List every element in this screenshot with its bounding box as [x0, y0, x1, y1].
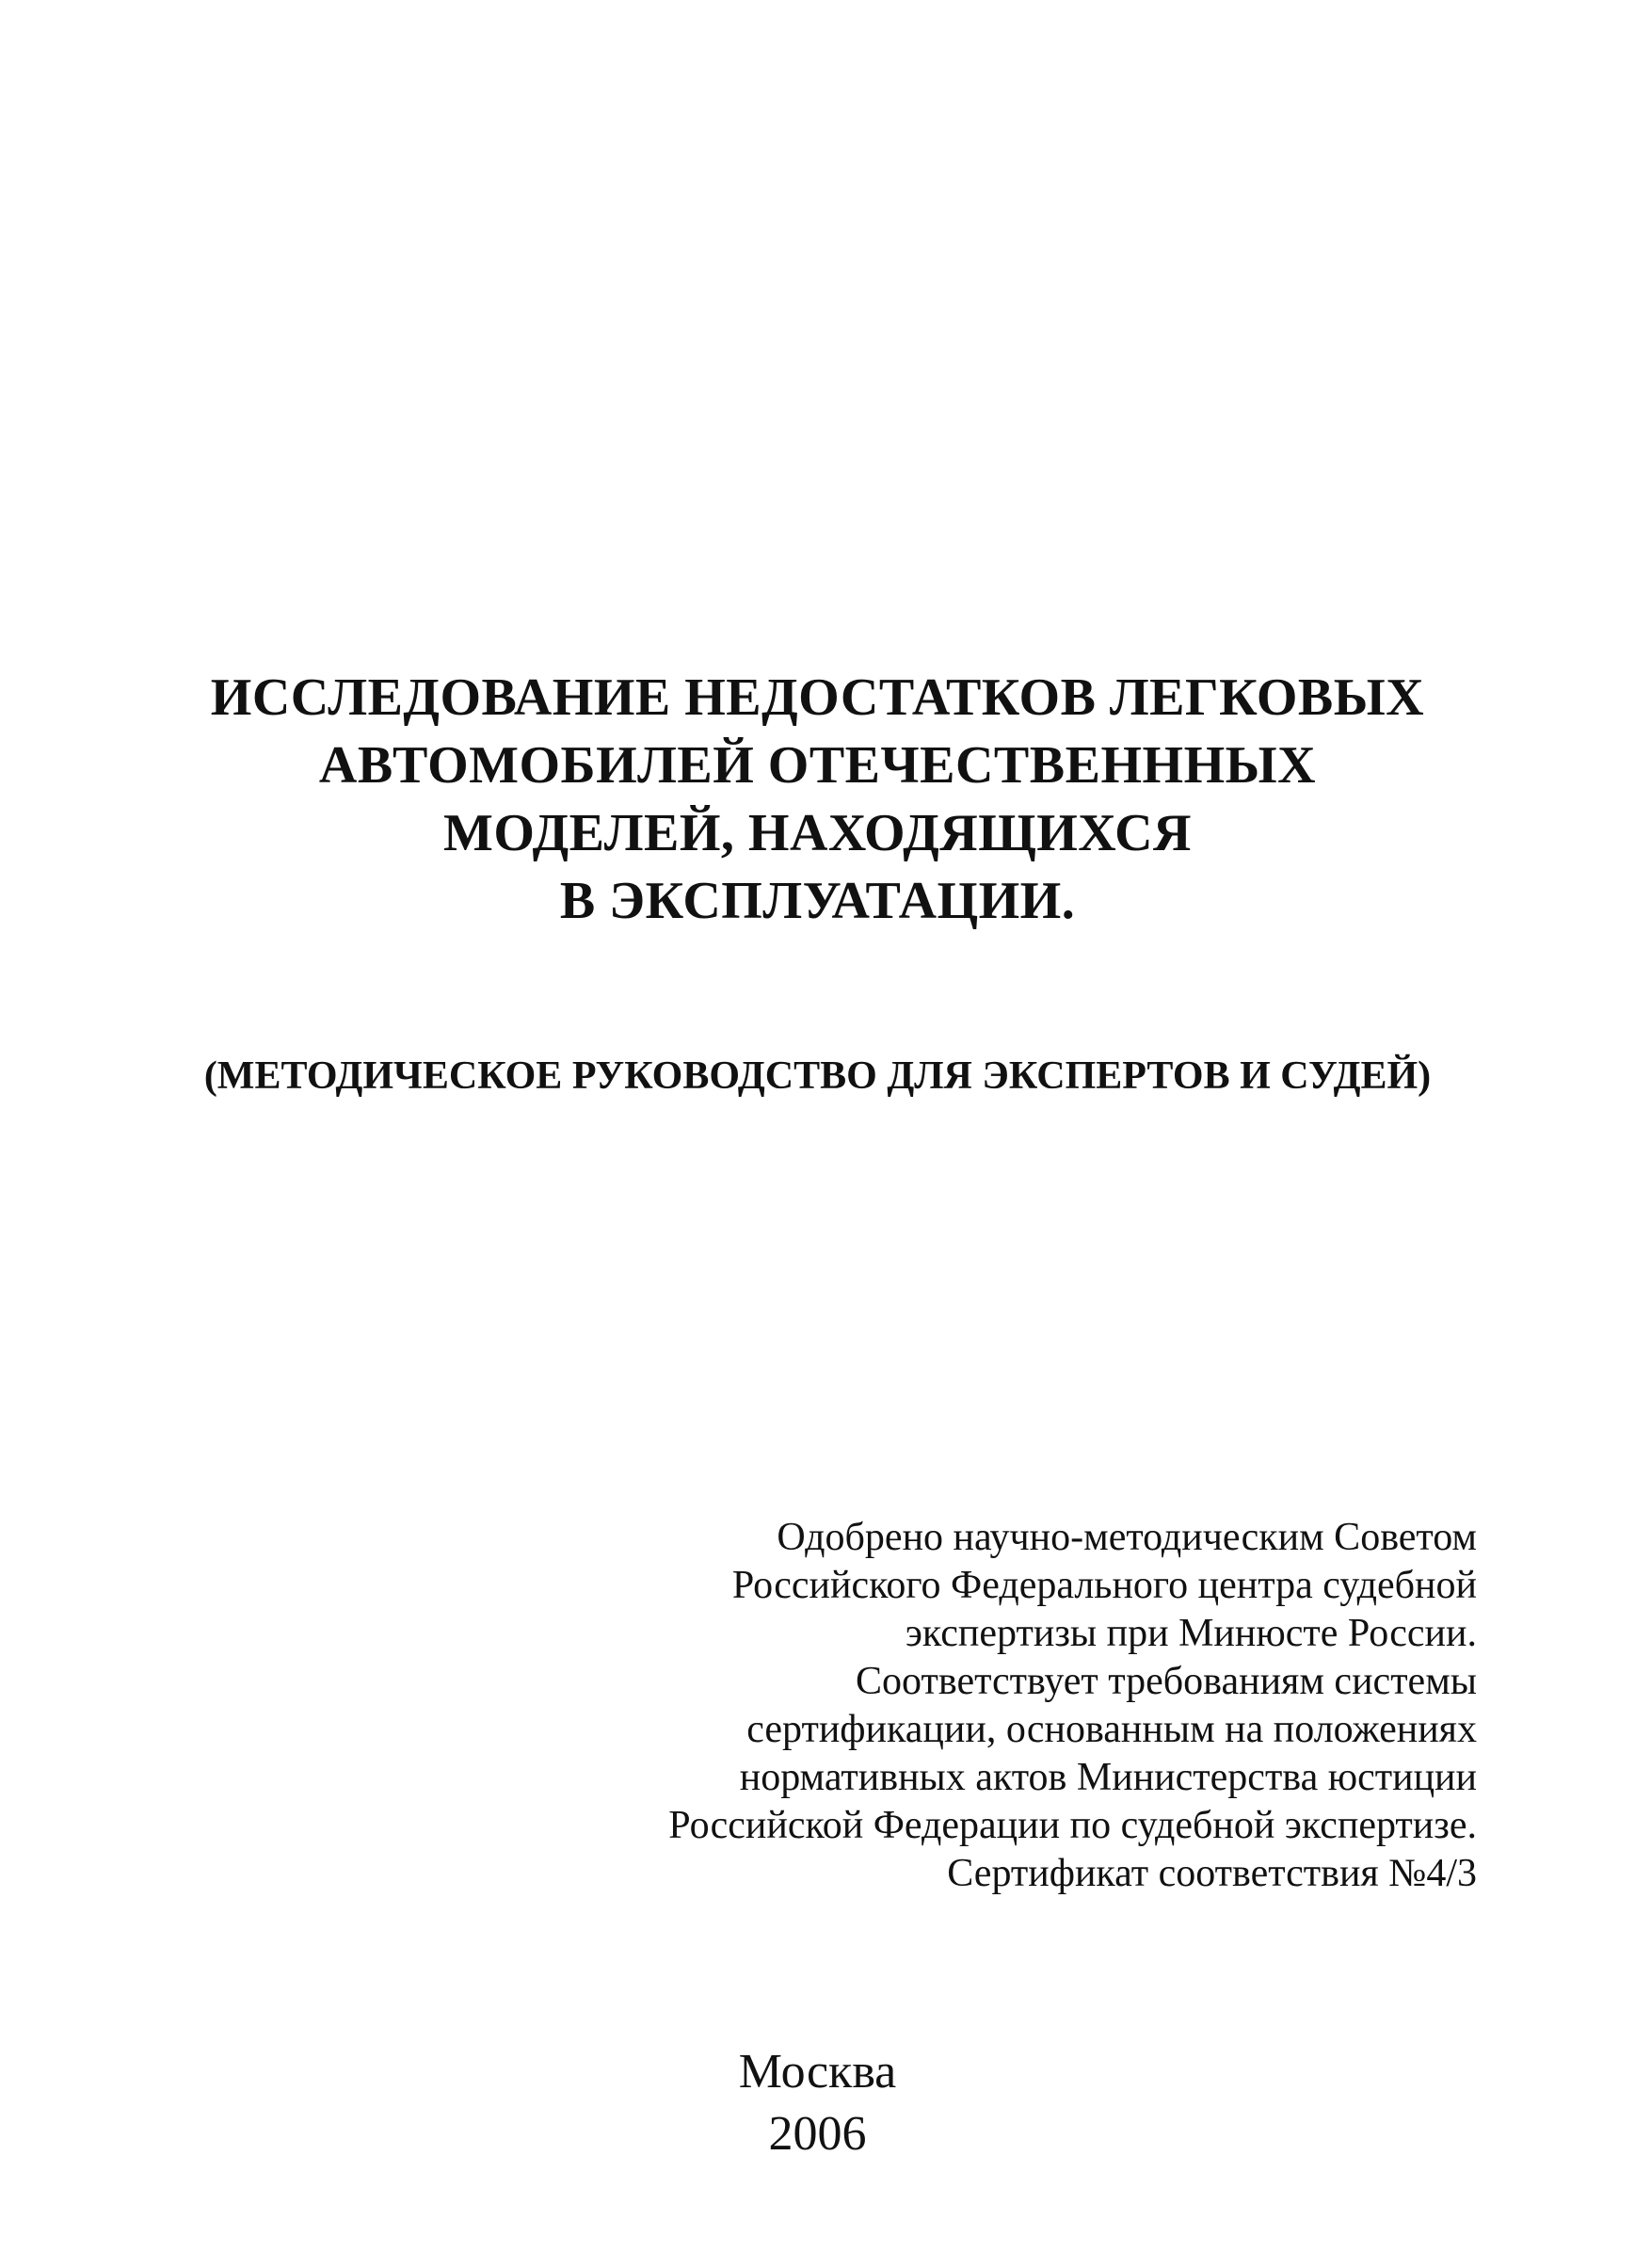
- title-line: ИССЛЕДОВАНИЕ НЕДОСТАТКОВ ЛЕГКОВЫХ: [210, 668, 1425, 727]
- title-line: МОДЕЛЕЙ, НАХОДЯЩИХСЯ: [443, 804, 1192, 862]
- title-line: В ЭКСПЛУАТАЦИИ.: [559, 872, 1076, 930]
- approval-line: нормативных актов Министерства юстиции: [739, 1756, 1477, 1799]
- approval-note: [668, 1514, 1477, 1898]
- approval-line: сертификации, основанным на положениях: [746, 1708, 1477, 1751]
- title-line: АВТОМОБИЛЕЙ ОТЕЧЕСТВЕНННЫХ: [318, 736, 1317, 795]
- approval-line: Соответствует требованиям системы: [856, 1660, 1477, 1703]
- imprint: [0, 2041, 1635, 2165]
- imprint-city: Москва: [738, 2045, 897, 2099]
- document-title: [0, 664, 1635, 935]
- approval-line: экспертизы при Минюсте России.: [905, 1612, 1477, 1655]
- approval-line: Одобрено научно-методическим Советом: [777, 1516, 1477, 1559]
- approval-line: Российской Федерации по судебной экспертизе.: [668, 1804, 1477, 1847]
- approval-line: Сертификат соответствия №4/3: [947, 1852, 1477, 1895]
- document-subtitle: (МЕТОДИЧЕСКОЕ РУКОВОДСТВО ДЛЯ ЭКСПЕРТОВ И СУДЕЙ): [203, 1054, 1432, 1098]
- approval-line: Российского Федерального центра судебной: [731, 1564, 1477, 1607]
- imprint-year: 2006: [768, 2107, 867, 2161]
